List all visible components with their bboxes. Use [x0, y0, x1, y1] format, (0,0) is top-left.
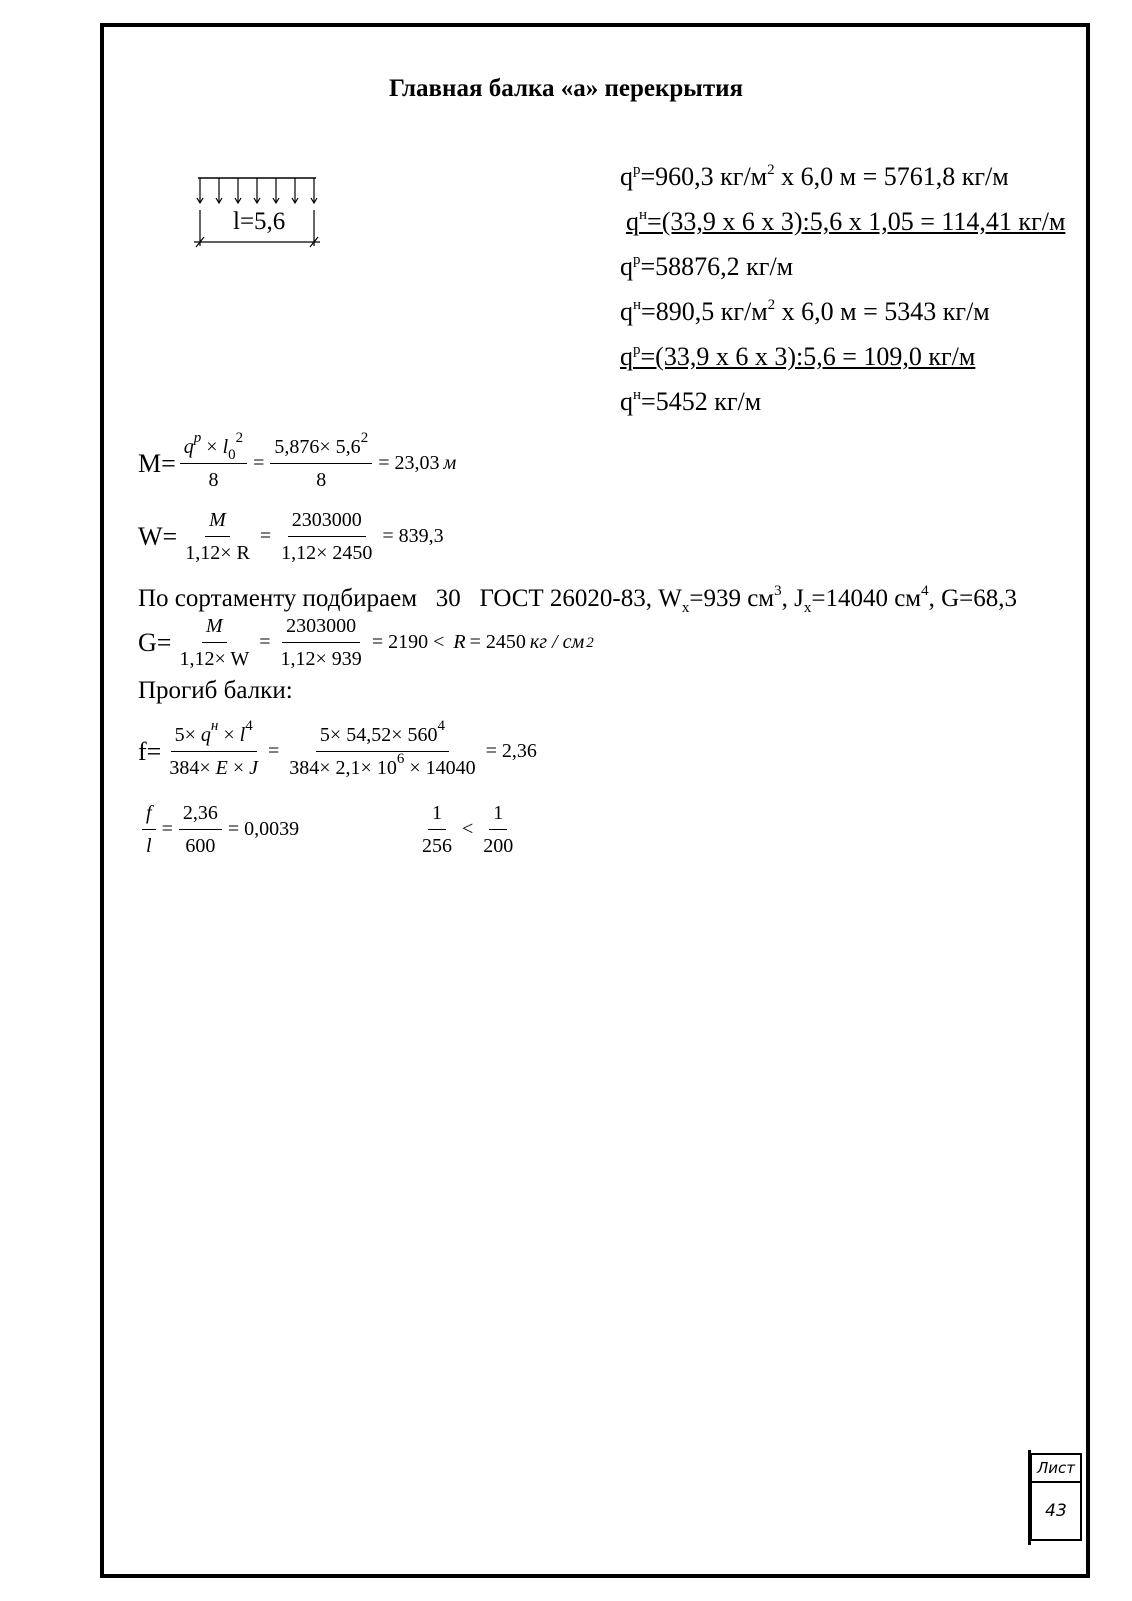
sheet-label: Лист	[1030, 1453, 1082, 1483]
formula-deflection: f= $\frac{5\times q^н \times l^4}{384\times E \times J}$ = $\frac{5\times 54,52\times 560^4}{384\times 2,1\times 10^6 \times 14040}$ = 2,36	[138, 718, 537, 779]
load-line-4: $q^н=890,5$ $кг/м^2$ х 6,0 м = 5343 кг/м	[620, 297, 990, 326]
formula-ratio: $\frac{f}{l}$ = $\frac{2,36}{600}$ = 0,0039	[138, 800, 301, 859]
sortament-line: По сортаменту подбираем 30 ГОСТ 26020-83, $W_x=939$ $см^3$, $J_x=14040$ $см^4$, G=68,3	[138, 583, 1018, 616]
formula-limit-compare: $\frac{1}{256}$ < $\frac{1}{200}$	[422, 802, 514, 857]
load-line-1: $q^р=960,3$ $кг/м^2$ х 6,0 м = 5761,8 кг/м	[620, 162, 1009, 191]
span-label: l=5,6	[233, 208, 286, 235]
page-title: Главная балка «а» перекрытия	[388, 75, 744, 102]
deflection-heading: Прогиб балки:	[138, 677, 293, 704]
load-line-5: $q^р=(33,9$ х 6 х 3):5,6 = 109,0 кг/м	[620, 342, 976, 371]
sheet-number: 43	[1030, 1483, 1082, 1541]
formula-section-modulus: W= $\frac{M}{1,12\times R}$ = $\frac{2303000}{1,12\times 2450}$ = 839,3	[138, 509, 444, 564]
formula-moment: M= $\frac{q^р \times l_0^2}{8}$ = $\frac{5,876\times 5,6^2}{8}$ = 23,03 м	[138, 430, 457, 491]
formula-stress: G= $\frac{M}{1,12\times W}$ = $\frac{2303000}{1,12\times 939}$ = 2190 < R = 2450 кг / см 2	[138, 615, 594, 670]
load-line-3: $q^р=58876,2$ кг/м	[620, 252, 794, 281]
load-line-6: $q^н=5452$ кг/м	[620, 387, 762, 416]
load-line-2: $q^н=(33,9$ х 6 х 3):5,6 х 1,05 = 114,41 кг/м	[626, 207, 1066, 236]
